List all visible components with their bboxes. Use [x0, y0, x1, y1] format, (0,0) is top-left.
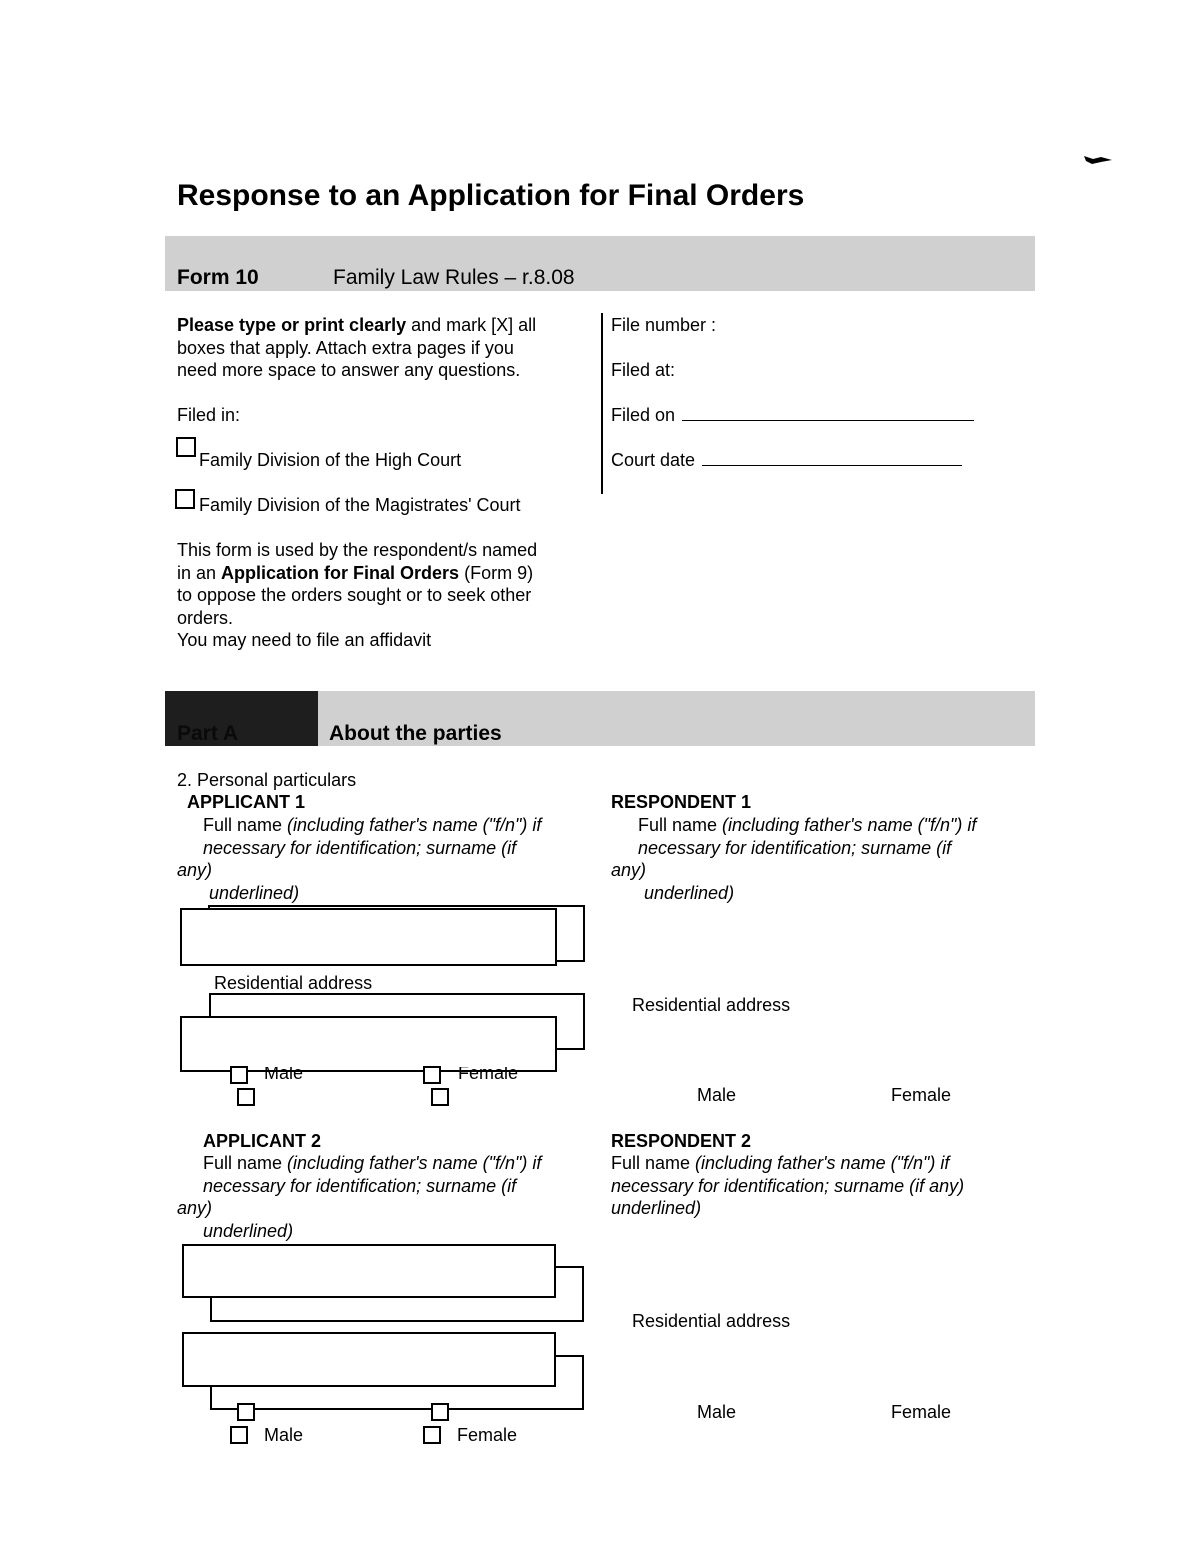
applicant2-female-checkbox[interactable] [423, 1426, 441, 1444]
usage-line2-bold: Application for Final Orders [221, 562, 460, 583]
filed-on-label: Filed on [611, 405, 676, 425]
respondent1-heading: RESPONDENT 1 [611, 792, 752, 812]
column-divider [601, 313, 603, 494]
applicant1-name-label [177, 814, 541, 904]
respondent1-male-label: Male [697, 1085, 737, 1105]
applicant1-male-checkbox[interactable] [230, 1066, 248, 1084]
applicant2-fullname: Full name [203, 1153, 288, 1173]
applicant2-female-label: Female [457, 1425, 518, 1445]
filed-at-label: Filed at: [611, 360, 676, 380]
applicant1-female-checkbox[interactable] [423, 1066, 441, 1084]
part-a-title: About the parties [329, 722, 502, 745]
applicant2-male-checkbox[interactable] [230, 1426, 248, 1444]
respondent1-hint-a: (including father's name ("f/n") if [722, 815, 977, 835]
respondent2-hint-b: necessary for identification; surname (if any) [611, 1175, 965, 1196]
page-title: Response to an Application for Final Orders [177, 179, 805, 212]
applicant2-male-checkbox-alt[interactable] [237, 1403, 255, 1421]
respondent1-fullname: Full name [638, 815, 723, 835]
form-number: Form 10 [177, 266, 259, 289]
usage-line2-post: (Form 9) [459, 562, 534, 583]
instructions-line3: need more space to answer any questions. [177, 360, 521, 380]
respondent1-address-label: Residential address [632, 995, 791, 1015]
file-number-label: File number : [611, 315, 717, 335]
applicant2-address-input[interactable] [182, 1332, 556, 1387]
applicant2-name-label [177, 1152, 541, 1242]
corner-mark-icon [1083, 152, 1113, 171]
form-rule: Family Law Rules – r.8.08 [333, 266, 575, 289]
respondent2-name-label [611, 1152, 964, 1220]
respondent1-hint-c: any) [611, 860, 647, 880]
applicant1-fullname: Full name [203, 815, 288, 835]
applicant2-hint-b: necessary for identification; surname (if [203, 1175, 517, 1196]
usage-line3: to oppose the orders sought or to seek other [177, 585, 532, 605]
usage-line1: This form is used by the respondent/s named [177, 540, 538, 560]
applicant2-hint-a: (including father's name ("f/n") if [287, 1153, 542, 1173]
respondent2-female-label: Female [891, 1402, 952, 1422]
checkbox-high-court[interactable] [176, 437, 196, 457]
filed-on-field[interactable] [611, 404, 974, 427]
court-date-field[interactable] [611, 449, 962, 472]
respondent2-male-label: Male [697, 1402, 737, 1422]
applicant1-address-label: Residential address [214, 973, 373, 993]
applicant1-female-checkbox-alt[interactable] [431, 1088, 449, 1106]
instructions [177, 314, 536, 382]
applicant1-name-input[interactable] [180, 908, 557, 966]
applicant1-hint-b: necessary for identification; surname (if [203, 837, 517, 858]
usage-text [177, 539, 537, 652]
respondent2-hint-a: (including father's name ("f/n") if [695, 1153, 950, 1173]
instructions-line2: boxes that apply. Attach extra pages if you [177, 337, 514, 358]
checkbox-magistrates-court[interactable] [175, 489, 195, 509]
applicant2-heading: APPLICANT 2 [203, 1131, 322, 1151]
applicant1-address-input[interactable] [180, 1016, 557, 1072]
applicant1-female-label: Female [458, 1067, 519, 1079]
applicant2-name-input[interactable] [182, 1244, 556, 1298]
respondent2-fullname: Full name [611, 1153, 696, 1173]
respondent2-heading: RESPONDENT 2 [611, 1131, 752, 1151]
filed-in-label: Filed in: [177, 405, 241, 425]
applicant2-hint-d: underlined) [203, 1220, 294, 1241]
usage-line5: You may need to file an affidavit [177, 630, 432, 650]
usage-line4: orders. [177, 607, 234, 628]
applicant1-hint-d: underlined) [209, 882, 300, 903]
respondent1-name-label [611, 814, 976, 904]
part-a-label: Part A [177, 722, 239, 745]
court-date-line [702, 451, 962, 466]
respondent1-female-label: Female [891, 1085, 952, 1105]
respondent2-address-label: Residential address [632, 1311, 791, 1331]
form-header-band [165, 236, 1035, 291]
applicant1-male-checkbox-alt[interactable] [237, 1088, 255, 1106]
applicant1-hint-a: (including father's name ("f/n") if [287, 815, 542, 835]
option-magistrates-court: Family Division of the Magistrates' Court [199, 495, 521, 515]
applicant1-heading: APPLICANT 1 [187, 792, 306, 812]
court-date-label: Court date [611, 450, 696, 470]
applicant1-hint-c: any) [177, 860, 213, 880]
option-high-court: Family Division of the High Court [199, 450, 462, 470]
applicant1-male-label: Male [264, 1067, 304, 1079]
applicant2-female-checkbox-alt[interactable] [431, 1403, 449, 1421]
respondent1-hint-d: underlined) [644, 882, 735, 903]
section-personal-particulars: 2. Personal particulars [177, 770, 357, 790]
filed-on-line [682, 406, 974, 421]
respondent1-hint-b: necessary for identification; surname (if [638, 837, 952, 858]
instructions-lead: Please type or print clearly [177, 315, 407, 335]
usage-line2-pre: in an [177, 562, 222, 583]
instructions-line1: and mark [X] all [406, 315, 537, 335]
respondent2-hint-d: underlined) [611, 1198, 702, 1218]
applicant2-hint-c: any) [177, 1198, 213, 1218]
applicant2-male-label: Male [264, 1425, 304, 1445]
